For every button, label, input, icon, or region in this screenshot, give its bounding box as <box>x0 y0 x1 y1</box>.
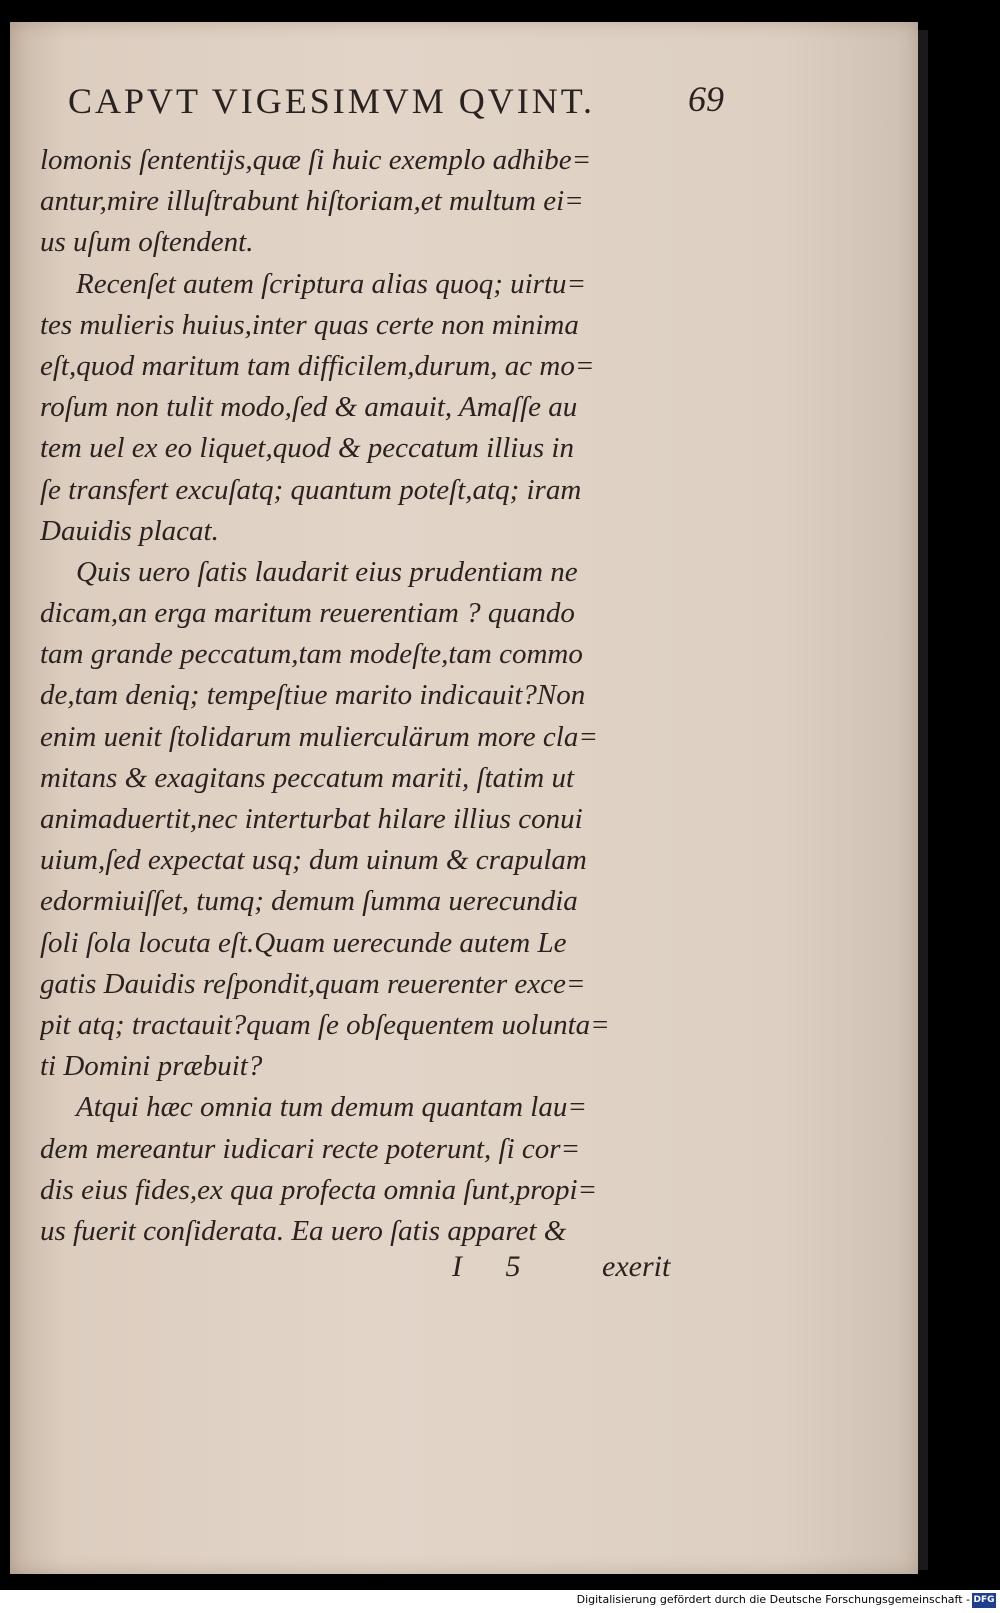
running-head: CAPVT VIGESIMVM QVINT. <box>68 81 596 121</box>
body-text <box>40 140 700 1252</box>
text-line: us uſum oſtendent. <box>40 226 254 259</box>
text-line: ti Domini præbuit? <box>40 1050 263 1083</box>
text-line: dis eius fides,ex qua profecta omnia ſunt,propi= <box>40 1173 598 1206</box>
text-line: antur,mire illuſtrabunt hiſtoriam,et multum ei= <box>40 185 584 218</box>
folio-number: 69 <box>688 79 724 119</box>
text-line: pit atq; tractauit?quam ſe obſequentem uolunta= <box>40 1008 610 1041</box>
text-line: Quis uero ſatis laudarit eius prudentiam ne <box>76 555 578 588</box>
digitization-footer <box>0 1590 1000 1613</box>
text-line: edormiuiſſet, tumq; demum ſumma uerecundia <box>40 885 578 918</box>
signature-mark: I 5 <box>452 1250 539 1283</box>
text-line: animaduertit,nec interturbat hilare illius conui <box>40 803 583 835</box>
text-line: dicam,an erga maritum reuerentiam ? quando <box>40 597 575 630</box>
dfg-logo: DFG <box>972 1593 996 1608</box>
text-line: de,tam deniq; tempeſtiue marito indicauit?Non <box>40 679 586 712</box>
text-line: tes mulieris huius,inter quas certe non minima <box>40 308 579 341</box>
text-line: ſe transfert excuſatq; quantum poteſt,atq; iram <box>40 473 582 506</box>
text-line: tam grande peccatum,tam modeſte,tam commo <box>40 638 583 671</box>
text-line: enim uenit ſtolidarum mulierculärum more cla= <box>40 720 598 753</box>
text-line: lomonis ſententijs,quæ ſi huic exemplo adhibe= <box>40 144 592 176</box>
text-line: uium,ſed expectat usq; dum uinum & crapulam <box>40 844 587 877</box>
catchword: exerit <box>602 1250 671 1283</box>
funding-credit: Digitalisierung gefördert durch die Deutsche Forschungsgemeinschaft - <box>576 1593 970 1606</box>
text-line: Recenſet autem ſcriptura alias quoq; uirtu= <box>76 267 587 300</box>
book-page <box>10 22 918 1574</box>
text-line: Dauidis placat. <box>40 514 219 547</box>
page-edge-shadow <box>918 30 928 1570</box>
text-line: Atqui hæc omnia tum demum quantam lau= <box>76 1091 587 1124</box>
text-line: mitans & exagitans peccatum mariti, ſtatim ut <box>40 761 575 794</box>
text-line: eſt,quod maritum tam difficilem,durum, ac mo= <box>40 349 595 382</box>
text-line: roſum non tulit modo,ſed & amauit, Amaſſe au <box>40 391 578 424</box>
text-line: gatis Dauidis reſpondit,quam reuerenter exce= <box>40 967 586 1000</box>
text-line: tem uel ex eo liquet,quod & peccatum illius in <box>40 432 574 465</box>
text-line: us fuerit conſiderata. Ea uero ſatis apparet & <box>40 1214 567 1247</box>
text-line: ſoli ſola locuta eſt.Quam uerecunde autem Le <box>40 926 567 959</box>
text-line: dem mereantur iudicari recte poterunt, ſi cor= <box>40 1132 581 1165</box>
page-footer <box>40 1250 700 1294</box>
